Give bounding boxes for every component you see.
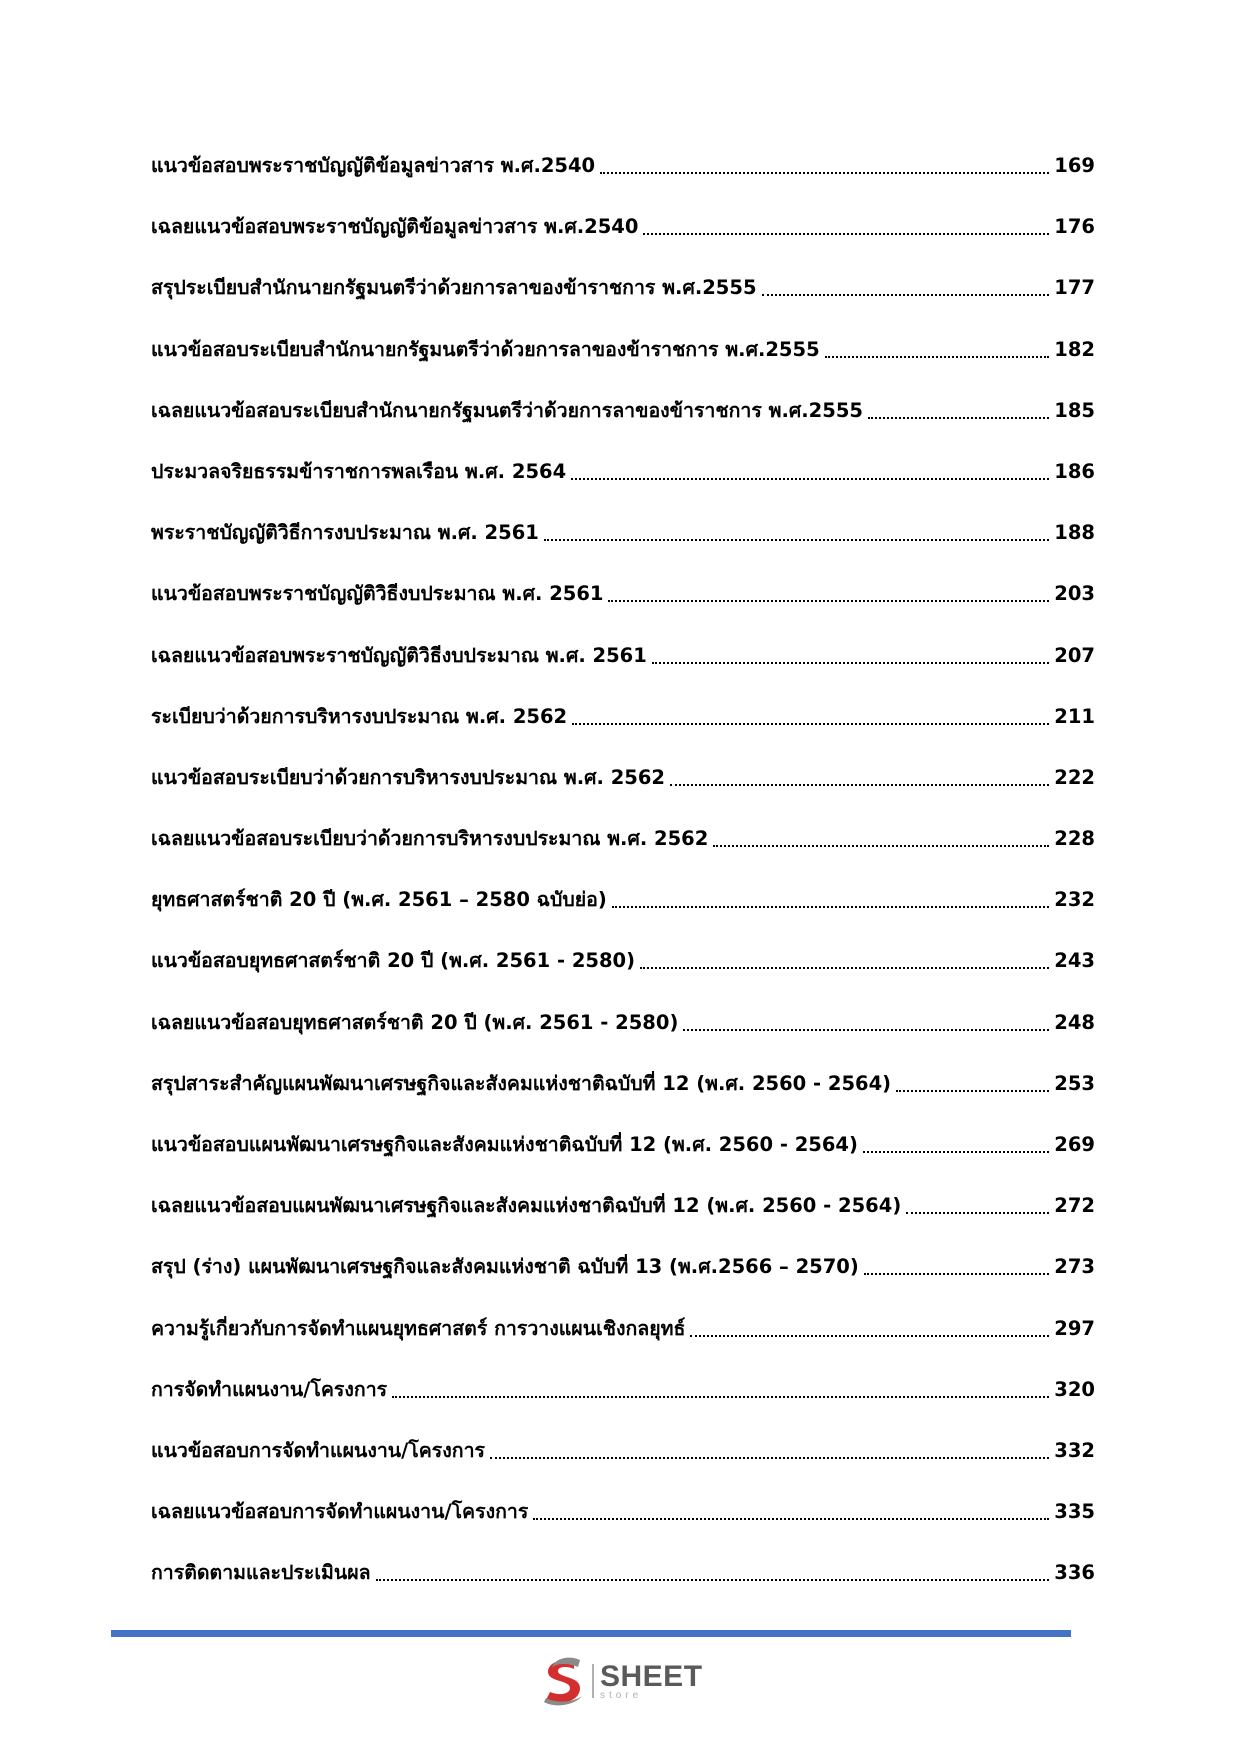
toc-entry-page: 203 bbox=[1054, 582, 1095, 606]
toc-entry-title: แนวข้อสอบการจัดทำแผนงาน/โครงการ bbox=[151, 1438, 485, 1462]
dot-leader bbox=[643, 214, 1049, 235]
toc-entry[interactable] bbox=[151, 1071, 1095, 1132]
toc-entry-title: แนวข้อสอบระเบียบว่าด้วยการบริหารงบประมาณ พ.ศ. 2562 bbox=[151, 765, 665, 789]
toc-entry[interactable] bbox=[151, 1254, 1095, 1315]
toc-entry[interactable] bbox=[151, 1499, 1095, 1560]
toc-entry-title: เฉลยแนวข้อสอบระเบียบว่าด้วยการบริหารงบประมาณ พ.ศ. 2562 bbox=[151, 827, 709, 851]
dot-leader bbox=[670, 765, 1049, 786]
toc-entry-page: 253 bbox=[1054, 1071, 1095, 1095]
toc-entry[interactable] bbox=[151, 1560, 1095, 1621]
toc-entry-page: 177 bbox=[1054, 276, 1095, 300]
toc-entry[interactable] bbox=[151, 704, 1095, 765]
toc-entry-page: 269 bbox=[1054, 1133, 1095, 1156]
dot-leader bbox=[612, 887, 1050, 908]
toc-entry-page: 232 bbox=[1054, 888, 1095, 912]
dot-leader bbox=[864, 1254, 1050, 1275]
dot-leader bbox=[690, 1316, 1049, 1337]
dot-leader bbox=[600, 153, 1049, 174]
logo-text bbox=[600, 1659, 703, 1701]
toc-entry[interactable] bbox=[151, 826, 1095, 887]
sheet-store-logo bbox=[540, 1656, 703, 1706]
toc-entry-title: สรุป (ร่าง) แผนพัฒนาเศรษฐกิจและสังคมแห่งชาติ ฉบับที่ 13 (พ.ศ.2566 – 2570) bbox=[151, 1255, 859, 1279]
toc-entry-page: 332 bbox=[1054, 1438, 1095, 1462]
toc-entry-page: 188 bbox=[1054, 521, 1095, 545]
dot-leader bbox=[571, 459, 1049, 480]
toc-entry-page: 273 bbox=[1054, 1255, 1095, 1279]
toc-entry-page: 243 bbox=[1054, 949, 1095, 973]
footer-divider bbox=[111, 1630, 1071, 1637]
toc-entry-page: 228 bbox=[1054, 827, 1095, 851]
toc-entry[interactable] bbox=[151, 887, 1095, 948]
toc-entry[interactable] bbox=[151, 459, 1095, 520]
toc-entry-page: 176 bbox=[1054, 215, 1095, 239]
toc-entry[interactable] bbox=[151, 1316, 1095, 1377]
logo-divider bbox=[592, 1664, 594, 1698]
dot-leader bbox=[608, 581, 1049, 602]
toc-entry[interactable] bbox=[151, 1010, 1095, 1071]
toc-entry[interactable] bbox=[151, 765, 1095, 826]
toc-entry-title: แนวข้อสอบแผนพัฒนาเศรษฐกิจและสังคมแห่งชาติฉบับที่ 12 (พ.ศ. 2560 - 2564) bbox=[151, 1133, 858, 1156]
toc-entry-page: 297 bbox=[1054, 1316, 1095, 1340]
toc-entry-title: การจัดทำแผนงาน/โครงการ bbox=[151, 1377, 388, 1401]
toc-entry[interactable] bbox=[151, 337, 1095, 398]
toc-entry[interactable] bbox=[151, 520, 1095, 581]
toc-entry[interactable] bbox=[151, 1377, 1095, 1438]
logo-subtitle: store bbox=[600, 1689, 643, 1701]
dot-leader bbox=[762, 275, 1050, 296]
toc-entry-title: พระราชบัญญัติวิธีการงบประมาณ พ.ศ. 2561 bbox=[151, 521, 539, 545]
toc-entry-title: แนวข้อสอบระเบียบสำนักนายกรัฐมนตรีว่าด้วยการลาของข้าราชการ พ.ศ.2555 bbox=[151, 337, 820, 361]
toc-entry-page: 222 bbox=[1054, 765, 1095, 789]
dot-leader bbox=[896, 1071, 1049, 1092]
dot-leader bbox=[533, 1499, 1049, 1520]
toc-entry-title: แนวข้อสอบพระราชบัญญัติข้อมูลข่าวสาร พ.ศ.2540 bbox=[151, 154, 596, 177]
table-of-contents bbox=[151, 153, 1095, 1622]
dot-leader bbox=[825, 337, 1050, 358]
dot-leader bbox=[713, 826, 1049, 847]
dot-leader bbox=[376, 1560, 1050, 1581]
toc-entry-title: ยุทธศาสตร์ชาติ 20 ปี (พ.ศ. 2561 – 2580 ฉบับย่อ) bbox=[151, 888, 607, 912]
toc-entry[interactable] bbox=[151, 643, 1095, 704]
toc-entry[interactable] bbox=[151, 1193, 1095, 1254]
toc-entry-page: 182 bbox=[1054, 337, 1095, 361]
toc-entry-title: สรุประเบียบสำนักนายกรัฐมนตรีว่าด้วยการลาของข้าราชการ พ.ศ.2555 bbox=[151, 276, 757, 300]
toc-entry-title: เฉลยแนวข้อสอบระเบียบสำนักนายกรัฐมนตรีว่าด้วยการลาของข้าราชการ พ.ศ.2555 bbox=[151, 398, 863, 422]
toc-entry-page: 335 bbox=[1054, 1500, 1095, 1524]
toc-entry-title: ความรู้เกี่ยวกับการจัดทำแผนยุทธศาสตร์ การวางแผนเชิงกลยุทธ์ bbox=[151, 1316, 686, 1340]
toc-entry-title: เฉลยแนวข้อสอบพระราชบัญญัติข้อมูลข่าวสาร พ.ศ.2540 bbox=[151, 215, 639, 239]
dot-leader bbox=[863, 1132, 1049, 1153]
toc-entry-title: ประมวลจริยธรรมข้าราชการพลเรือน พ.ศ. 2564 bbox=[151, 459, 567, 483]
toc-entry[interactable] bbox=[151, 948, 1095, 1009]
toc-entry-page: 211 bbox=[1054, 704, 1095, 728]
toc-entry[interactable] bbox=[151, 1438, 1095, 1499]
toc-entry-title: เฉลยแนวข้อสอบแผนพัฒนาเศรษฐกิจและสังคมแห่งชาติฉบับที่ 12 (พ.ศ. 2560 - 2564) bbox=[151, 1194, 902, 1218]
toc-entry-page: 272 bbox=[1054, 1194, 1095, 1218]
toc-entry-title: เฉลยแนวข้อสอบการจัดทำแผนงาน/โครงการ bbox=[151, 1500, 529, 1524]
toc-entry[interactable] bbox=[151, 275, 1095, 336]
toc-entry-page: 169 bbox=[1054, 154, 1095, 177]
toc-entry-title: เฉลยแนวข้อสอบพระราชบัญญัติวิธีงบประมาณ พ.ศ. 2561 bbox=[151, 643, 647, 667]
dot-leader bbox=[544, 520, 1049, 541]
toc-entry-page: 186 bbox=[1054, 459, 1095, 483]
dot-leader bbox=[640, 948, 1049, 969]
toc-entry-title: ระเบียบว่าด้วยการบริหารงบประมาณ พ.ศ. 2562 bbox=[151, 704, 568, 728]
toc-entry-page: 248 bbox=[1054, 1010, 1095, 1034]
toc-entry-title: การติดตามและประเมินผล bbox=[151, 1561, 371, 1585]
toc-entry[interactable] bbox=[151, 214, 1095, 275]
toc-entry-page: 207 bbox=[1054, 643, 1095, 667]
toc-entry-page: 336 bbox=[1054, 1561, 1095, 1585]
sheet-store-s-logo-icon bbox=[540, 1656, 588, 1706]
dot-leader bbox=[652, 643, 1049, 664]
toc-entry[interactable] bbox=[151, 153, 1095, 214]
toc-entry-title: เฉลยแนวข้อสอบยุทธศาสตร์ชาติ 20 ปี (พ.ศ. 2561 - 2580) bbox=[151, 1010, 679, 1034]
toc-entry-page: 185 bbox=[1054, 398, 1095, 422]
dot-leader bbox=[683, 1010, 1049, 1031]
logo-word: SHEET bbox=[600, 1659, 703, 1693]
toc-entry[interactable] bbox=[151, 398, 1095, 459]
dot-leader bbox=[572, 704, 1049, 725]
toc-entry[interactable] bbox=[151, 1132, 1095, 1193]
toc-entry-page: 320 bbox=[1054, 1377, 1095, 1401]
toc-entry[interactable] bbox=[151, 581, 1095, 642]
dot-leader bbox=[906, 1193, 1049, 1214]
toc-entry-title: สรุปสาระสำคัญแผนพัฒนาเศรษฐกิจและสังคมแห่งชาติฉบับที่ 12 (พ.ศ. 2560 - 2564) bbox=[151, 1071, 892, 1095]
toc-entry-title: แนวข้อสอบยุทธศาสตร์ชาติ 20 ปี (พ.ศ. 2561 - 2580) bbox=[151, 949, 636, 973]
dot-leader bbox=[868, 398, 1049, 419]
dot-leader bbox=[490, 1438, 1049, 1459]
dot-leader bbox=[392, 1377, 1049, 1398]
toc-entry-title: แนวข้อสอบพระราชบัญญัติวิธีงบประมาณ พ.ศ. 2561 bbox=[151, 582, 604, 606]
